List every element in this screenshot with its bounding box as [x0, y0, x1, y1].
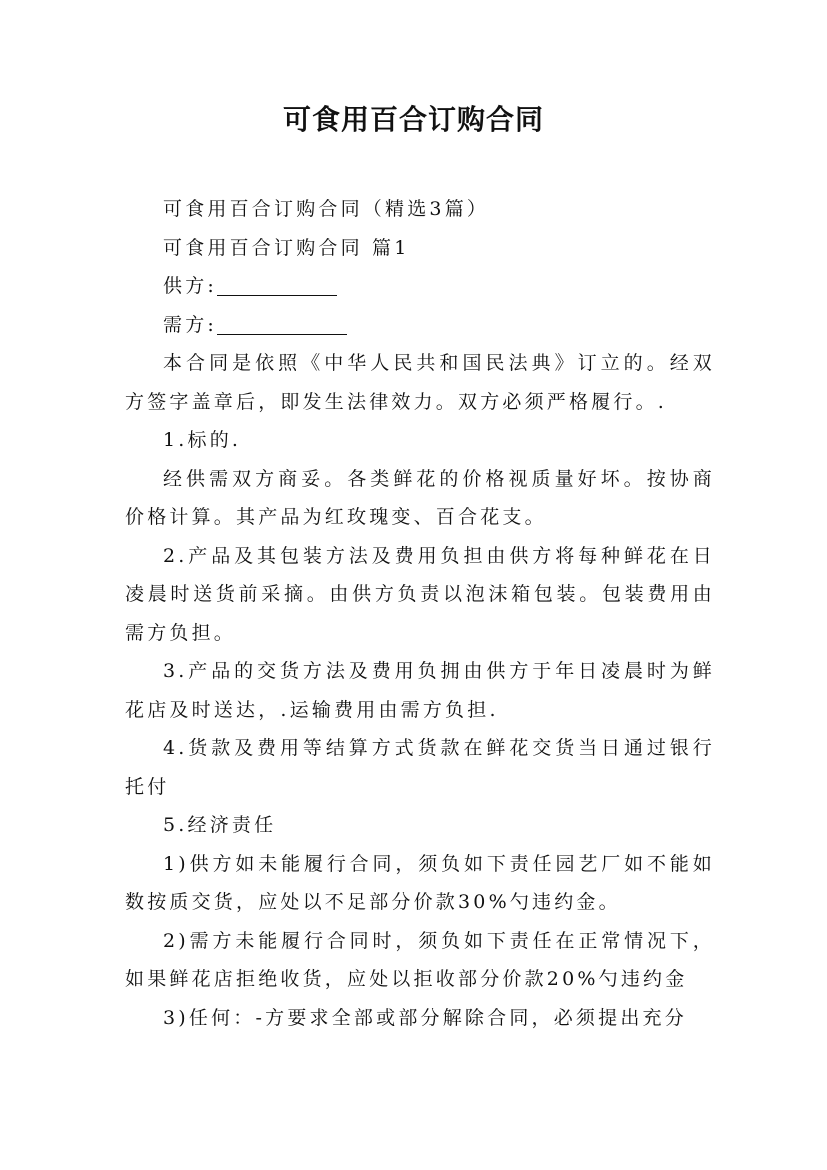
paragraph: 3)任何：-方要求全部或部分解除合同，必须提出充分 — [163, 1006, 687, 1029]
paragraph: 5.经济责任 — [163, 814, 277, 836]
document-body — [125, 190, 715, 1037]
buyer-blank — [217, 310, 347, 335]
paragraph: 1.标的. — [163, 429, 242, 451]
paragraph: 2.产品及其包装方法及费用负担由供方将每种鲜花在日凌晨时送货前采摘。由供方负责以泡沫箱包装。包装费用由需方负担。 — [125, 544, 715, 644]
supplier-blank — [217, 271, 337, 296]
paragraph: 经供需双方商妥。各类鲜花的价格视质量好坏。按协商价格计算。其产品为红玫瑰变、百合花支。 — [125, 467, 715, 528]
supplier-label: 供方: — [163, 275, 218, 297]
paragraph: 本合同是依照《中华人民共和国民法典》订立的。经双方签字盖章后，即发生法律效力。双方必须严格履行。. — [125, 352, 715, 413]
paragraph: 3.产品的交货方法及费用负拥由供方于年日凌晨时为鲜花店及时送达，.运输费用由需方负担. — [125, 660, 715, 721]
paragraph: 1)供方如未能履行合同，须负如下责任园艺厂如不能如数按质交货，应处以不足部分价款30%勺违约金。 — [125, 852, 715, 913]
supplier-line — [125, 267, 715, 306]
paragraph: 2)需方未能履行合同时，须负如下责任在正常情况下，如果鲜花店拒绝收货，应处以拒收部分价款20%勺违约金 — [125, 929, 715, 990]
document-subtitle: 可食用百合订购合同（精选3篇） — [163, 198, 490, 220]
paragraph: 4.货款及费用等结算方式货款在鲜花交货当日通过银行托付 — [125, 737, 715, 798]
buyer-line — [125, 306, 715, 345]
section-heading: 可食用百合订购合同 篇1 — [163, 236, 410, 259]
buyer-label: 需方: — [163, 313, 218, 336]
document-title: 可食用百合订购合同 — [282, 103, 544, 136]
